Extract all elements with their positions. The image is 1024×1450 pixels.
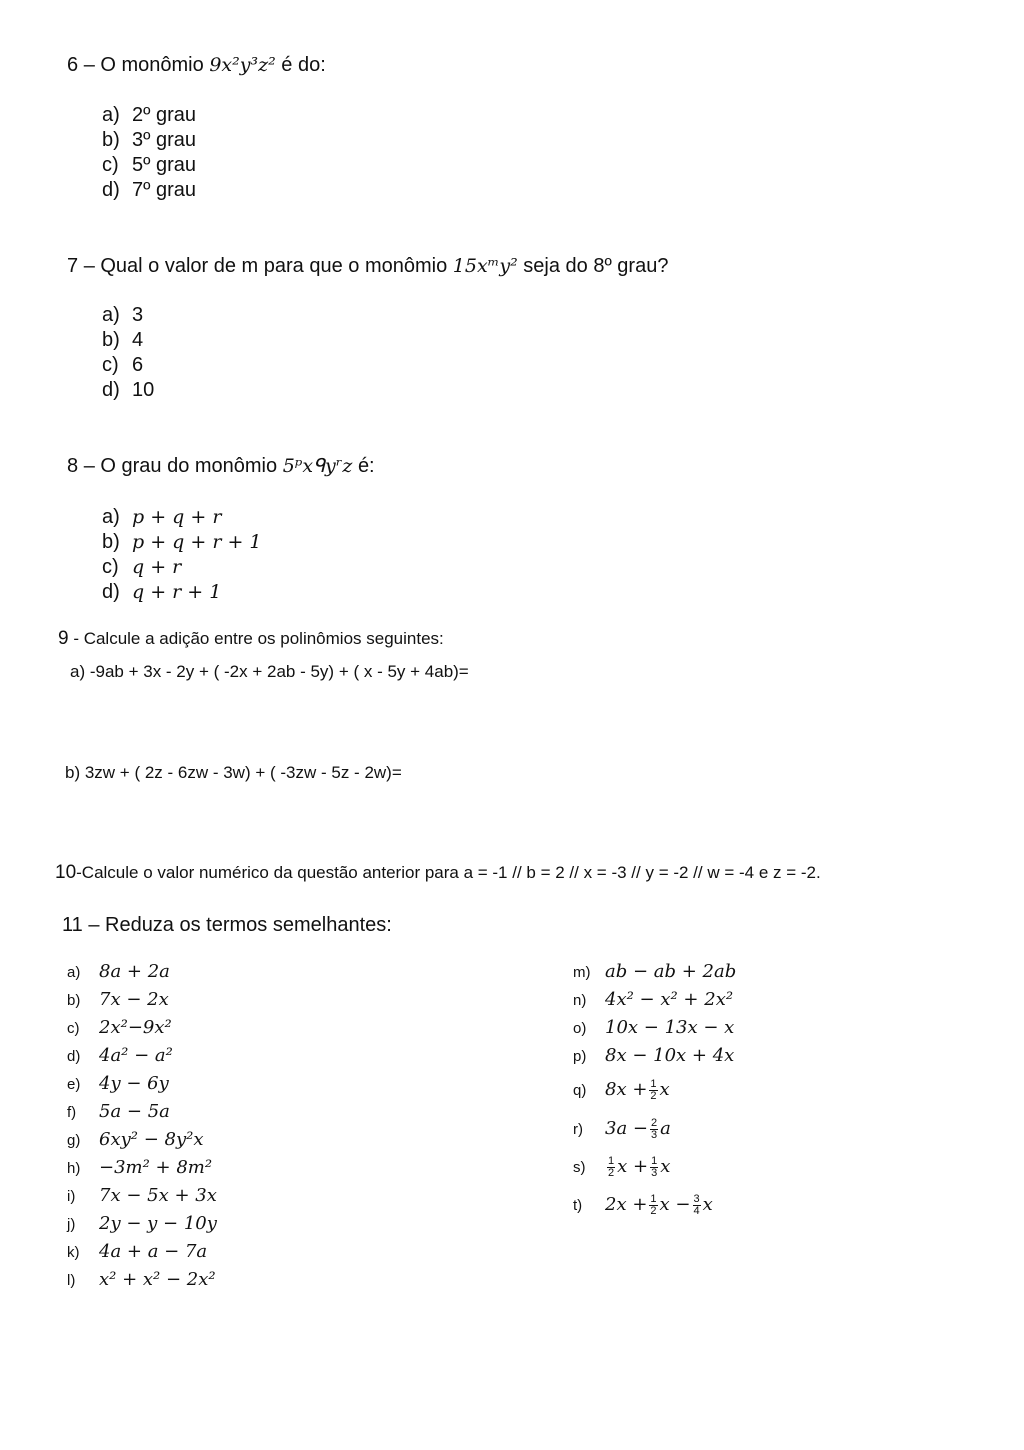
option-d: d) q + r + 1 — [102, 581, 222, 603]
question-9-item-a: a) -9ab + 3x - 2y + ( -2x + 2ab - 5y) + ( x - 5y + 4ab)= — [70, 662, 469, 681]
question-number: 7 — [67, 255, 79, 277]
fraction: $\frac{1}{3}$ — [651, 1155, 658, 1180]
question-8-heading — [67, 455, 375, 478]
question-suffix: seja do 8º grau? — [523, 255, 669, 277]
question-prefix: – O grau do monômio — [83, 455, 278, 477]
question-6-heading — [67, 54, 326, 77]
list-item: c) 2x²−9x² — [67, 1017, 172, 1038]
list-item: s) $\frac{1}{2}$ x + $\frac{1}{3}$ x — [573, 1155, 671, 1180]
list-item: k) 4a + a − 7a — [67, 1241, 208, 1262]
list-item: t) 2x + $\frac{1}{2}$ x − $\frac{3}{4}$ x — [573, 1193, 713, 1218]
option-d: d) 10 — [102, 379, 155, 401]
question-number: 9 — [58, 628, 69, 649]
question-text: -Calcule o valor numérico da questão anterior para a = -1 // b = 2 // x = -3 // y = -2 // w = -4 e z = -2. — [76, 863, 821, 882]
question-number: 10 — [55, 862, 77, 883]
option-b: b) p + q + r + 1 — [102, 531, 262, 553]
option-b: b) 4 — [102, 329, 144, 351]
question-7-options — [102, 303, 154, 403]
list-item: b) 7x − 2x — [67, 989, 169, 1010]
question-7-heading — [67, 255, 668, 278]
question-title: - Calcule a adição entre os polinômios seguintes: — [73, 629, 444, 648]
option-d: d) 7º grau — [102, 179, 197, 201]
list-item: f) 5a − 5a — [67, 1101, 170, 1122]
question-8-options — [102, 505, 262, 605]
question-number: 8 — [67, 455, 79, 477]
option-a: a) 3 — [102, 304, 144, 326]
list-item: r) 3a − $\frac{2}{3}$ a — [573, 1117, 671, 1142]
fraction: $\frac{1}{2}$ — [608, 1155, 615, 1180]
fraction: $\frac{2}{3}$ — [651, 1117, 658, 1142]
question-prefix: – Qual o valor de m para que o monômio — [83, 255, 448, 277]
list-item: a) 8a + 2a — [67, 961, 170, 982]
question-suffix: é do: — [281, 54, 326, 76]
fraction: $\frac{1}{2}$ — [650, 1193, 657, 1218]
question-number: 6 — [67, 54, 79, 76]
option-a: a) p + q + r — [102, 506, 222, 528]
option-c: c) 6 — [102, 354, 144, 376]
question-11-left-column — [67, 958, 217, 1294]
option-a: a) 2º grau — [102, 104, 197, 126]
option-c: c) 5º grau — [102, 154, 197, 176]
question-prefix: – O monômio — [83, 54, 204, 76]
monomial-expression: 15xᵐy² — [452, 255, 518, 277]
monomial-expression: 5ᵖxᑫyʳz — [282, 455, 353, 477]
list-item: l) x² + x² − 2x² — [67, 1269, 216, 1290]
fraction: $\frac{1}{2}$ — [650, 1078, 657, 1103]
list-item: h) −3m² + 8m² — [67, 1157, 213, 1178]
list-item: j) 2y − y − 10y — [67, 1213, 217, 1234]
list-item: e) 4y − 6y — [67, 1073, 169, 1094]
list-item: q) 8x + $\frac{1}{2}$ x — [573, 1078, 670, 1103]
monomial-expression: 9x²y³z² — [209, 54, 276, 76]
question-9-item-b: b) 3zw + ( 2z - 6zw - 3w) + ( -3zw - 5z - 2w)= — [65, 763, 402, 782]
question-suffix: é: — [357, 455, 375, 477]
question-11-right-column — [573, 958, 736, 1224]
list-item: g) 6xy² − 8y²x — [67, 1129, 204, 1150]
list-item: n) 4x² − x² + 2x² — [573, 989, 734, 1010]
fraction: $\frac{3}{4}$ — [693, 1193, 700, 1218]
list-item: i) 7x − 5x + 3x — [67, 1185, 217, 1206]
question-11-title: 11 – Reduza os termos semelhantes: — [62, 914, 392, 936]
question-6-options — [102, 103, 196, 203]
option-b: b) 3º grau — [102, 129, 197, 151]
list-item: p) 8x − 10x + 4x — [573, 1045, 735, 1066]
list-item: m) ab − ab + 2ab — [573, 961, 737, 982]
list-item: d) 4a² − a² — [67, 1045, 173, 1066]
list-item: o) 10x − 13x − x — [573, 1017, 735, 1038]
option-c: c) q + r — [102, 556, 182, 578]
question-10 — [55, 862, 821, 884]
question-9-heading — [58, 628, 444, 650]
